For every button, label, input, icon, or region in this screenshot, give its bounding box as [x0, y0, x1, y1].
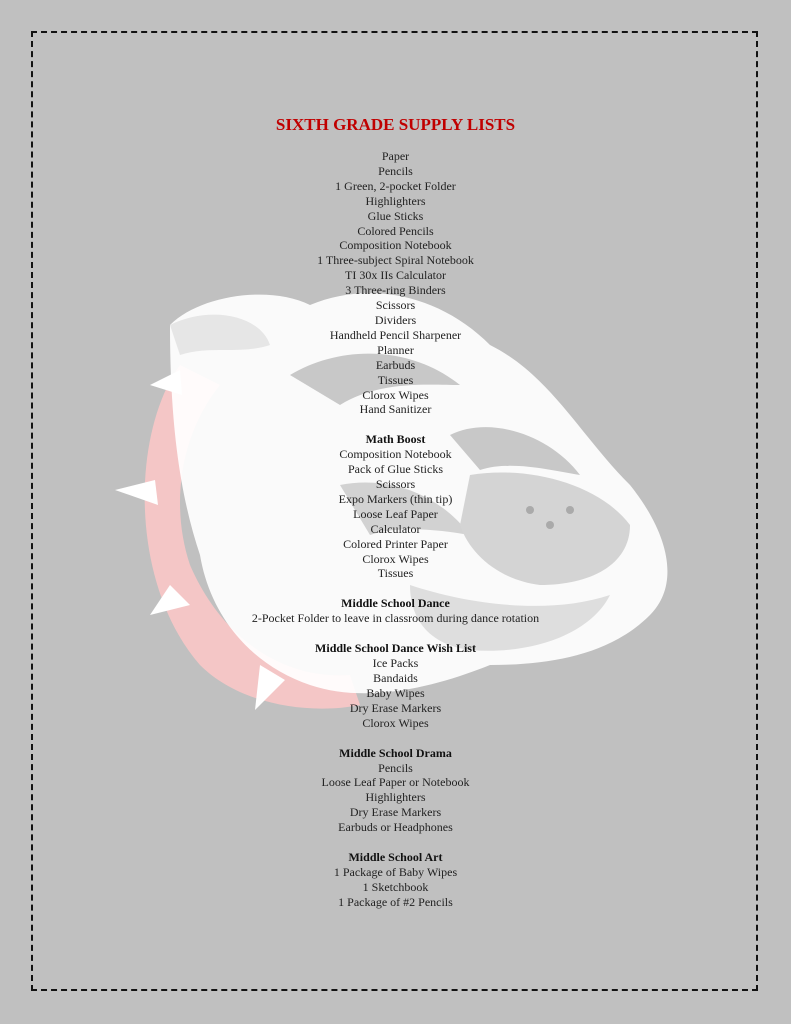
section-heading: Middle School Dance	[341, 596, 450, 611]
list-item: 1 Package of #2 Pencils	[338, 894, 453, 909]
list-item: Tissues	[377, 566, 414, 581]
list-item: Expo Markers (thin tip)	[338, 491, 453, 506]
section-dance-wish-list	[60, 641, 731, 730]
section-heading: Middle School Art	[348, 850, 443, 865]
list-item: 2-Pocket Folder to leave in classroom during dance rotation	[251, 611, 540, 626]
list-item: Paper	[381, 149, 410, 163]
list-item: Loose Leaf Paper	[353, 506, 438, 521]
section-art	[60, 850, 731, 910]
list-item: Tissues	[377, 372, 414, 387]
list-item: Dividers	[374, 312, 417, 327]
list-item: 1 Sketchbook	[362, 879, 429, 894]
section-math-boost	[60, 432, 731, 581]
list-item: 1 Package of Baby Wipes	[333, 864, 458, 879]
list-item: Highlighters	[365, 193, 426, 208]
list-item: Baby Wipes	[366, 685, 425, 700]
list-item: Loose Leaf Paper or Notebook	[321, 775, 470, 790]
list-item: Pack of Glue Sticks	[348, 462, 443, 477]
supply-list	[60, 114, 731, 925]
list-item: Calculator	[370, 521, 421, 536]
list-item: Colored Pencils	[357, 223, 434, 238]
list-item: Dry Erase Markers	[349, 805, 442, 820]
list-item: Earbuds or Headphones	[338, 820, 453, 835]
list-item: Clorox Wipes	[362, 551, 429, 566]
list-item: Hand Sanitizer	[359, 402, 432, 417]
list-item: Bandaids	[373, 671, 418, 685]
list-item: 1 Green, 2-pocket Folder	[335, 178, 456, 193]
list-item: Scissors	[375, 298, 416, 313]
list-item: Handheld Pencil Sharpener	[329, 327, 462, 342]
section-dance	[60, 596, 731, 626]
list-item: 1 Three-subject Spiral Notebook	[317, 253, 474, 268]
section-heading: Math Boost	[365, 432, 426, 447]
list-item: Highlighters	[365, 790, 426, 805]
section-general	[60, 149, 731, 417]
list-item: Composition Notebook	[339, 447, 452, 462]
list-item: Colored Printer Paper	[343, 536, 448, 551]
section-heading: Middle School Dance Wish List	[315, 641, 476, 656]
list-item: Earbuds	[375, 357, 416, 372]
list-item: Clorox Wipes	[362, 715, 429, 730]
list-item: Pencils	[378, 163, 413, 178]
list-item: 3 Three-ring Binders	[345, 283, 446, 298]
list-item: Scissors	[375, 477, 416, 492]
list-item: TI 30x IIs Calculator	[345, 268, 446, 283]
list-item: Clorox Wipes	[362, 387, 429, 402]
section-drama	[60, 746, 731, 835]
list-item: Glue Sticks	[367, 208, 424, 223]
list-item: Planner	[377, 342, 414, 357]
list-item: Ice Packs	[372, 656, 419, 671]
list-item: Pencils	[378, 760, 413, 775]
section-heading: Middle School Drama	[339, 745, 452, 760]
list-item: Composition Notebook	[339, 238, 452, 253]
list-item: Dry Erase Markers	[349, 700, 442, 715]
page-title: SIXTH GRADE SUPPLY LISTS	[275, 115, 516, 134]
